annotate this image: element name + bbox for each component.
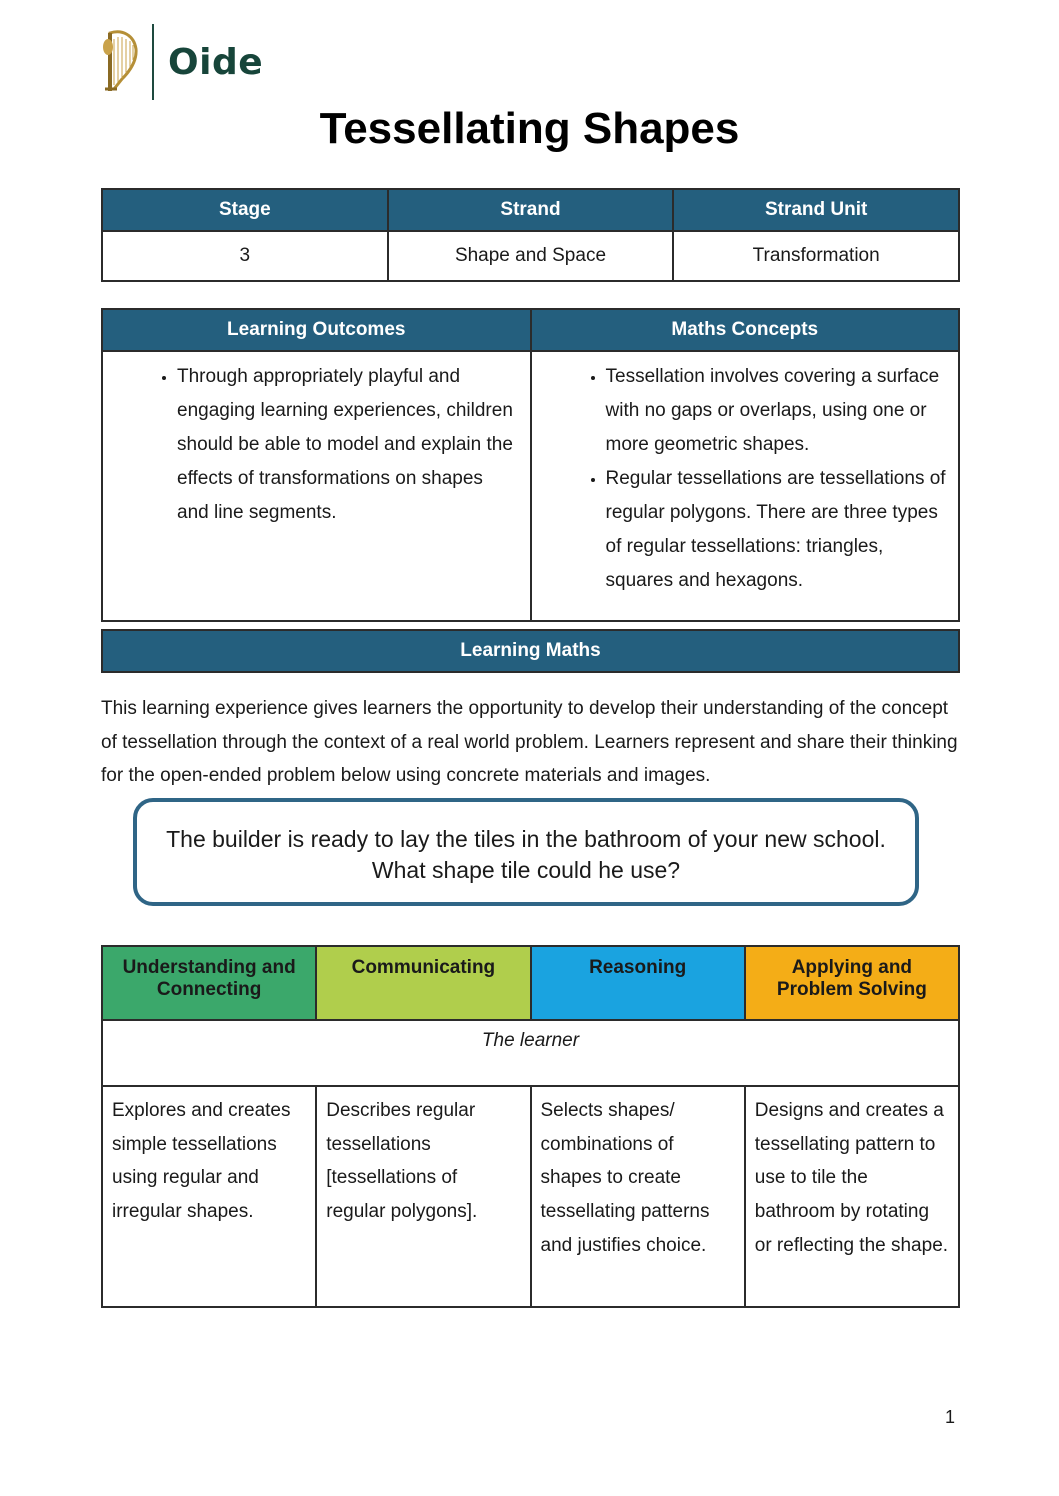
strand-value: Shape and Space <box>388 231 674 281</box>
learning-maths-text: This learning experience gives learners the opportunity to develop their understanding of the concept of tessellation through the context of a real world problem. Learners represent and share their thinking for the open-ended problem below using concrete materials and images. <box>101 698 958 786</box>
processes-table <box>101 945 960 1308</box>
header-strand-unit: Strand Unit <box>673 189 959 231</box>
descriptor-applying: Designs and creates a tessellating pattern to use to tile the bathroom by rotating or reflecting the shape. <box>745 1086 959 1307</box>
header-learning-outcomes: Learning Outcomes <box>102 309 531 351</box>
descriptor-reasoning: Selects shapes/ combinations of shapes to create tessellating patterns and justifies choice. <box>531 1086 745 1307</box>
page-number: 1 <box>945 1407 956 1427</box>
overview-table <box>101 188 960 282</box>
oide-logo <box>100 24 263 100</box>
list-item: • Tessellation involves covering a surface with no gaps or overlaps, using one or more geometric shapes. <box>606 360 949 462</box>
header-understanding-connecting: Understanding and Connecting <box>102 946 316 1020</box>
logo-text: Oide <box>168 41 264 83</box>
page-title: Tessellating Shapes <box>319 104 740 153</box>
header-strand: Strand <box>388 189 674 231</box>
header-stage: Stage <box>102 189 388 231</box>
harp-icon <box>100 27 140 97</box>
learning-outcomes-cell <box>102 351 531 621</box>
stage-value: 3 <box>102 231 388 281</box>
header-maths-concepts: Maths Concepts <box>531 309 960 351</box>
problem-line-1: The builder is ready to lay the tiles in the bathroom of your new school. <box>166 826 886 852</box>
strand-unit-value: Transformation <box>673 231 959 281</box>
learning-maths-table <box>101 629 960 673</box>
descriptor-communicating: Describes regular tessellations [tessellations of regular polygons]. <box>316 1086 530 1307</box>
header-communicating: Communicating <box>316 946 530 1020</box>
learner-row: The learner <box>102 1020 959 1086</box>
logo-divider <box>152 24 154 100</box>
outcomes-table <box>101 308 960 622</box>
problem-box <box>133 798 919 906</box>
maths-concepts-cell <box>531 351 960 621</box>
header-learning-maths: Learning Maths <box>102 630 959 672</box>
problem-line-2: What shape tile could he use? <box>371 857 681 883</box>
descriptor-understanding: Explores and creates simple tessellations using regular and irregular shapes. <box>102 1086 316 1307</box>
list-item: • Through appropriately playful and engaging learning experiences, children should be able to model and explain the effects of transformations on shapes and line segments. <box>177 360 520 530</box>
list-item: • Regular tessellations are tessellations of regular polygons. There are three types of regular tessellations: triangles, squares and hexagons. <box>606 462 949 598</box>
header-applying-problem-solving: Applying and Problem Solving <box>745 946 959 1020</box>
header-reasoning: Reasoning <box>531 946 745 1020</box>
